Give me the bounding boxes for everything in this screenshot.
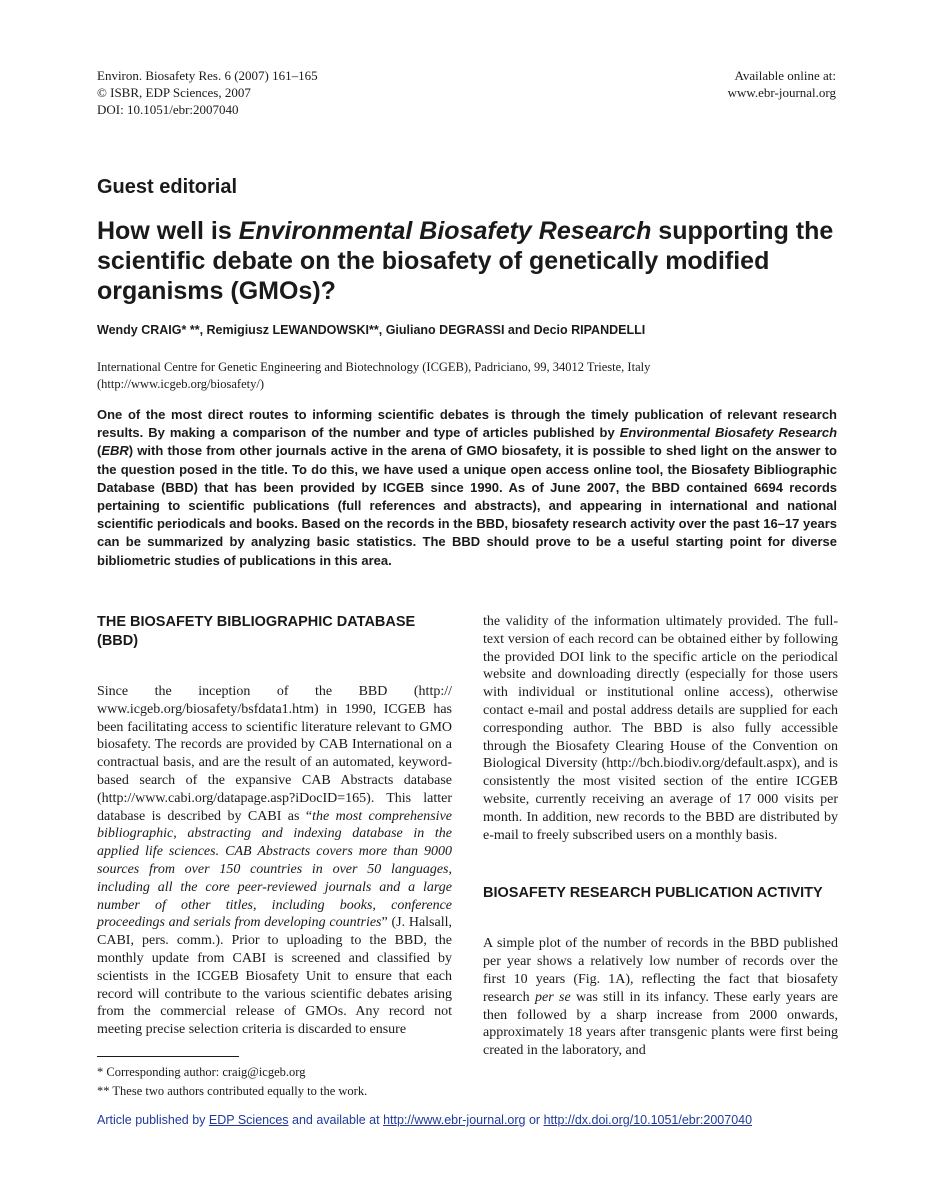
- bbd-continued-paragraph: the validity of the information ultimately provided. The full-text version of each record can be obtained either by following the provided DOI link to the specific article on the periodical website and downloading directly (especially for those users with individual or institutional online access), otherwise contact e-mail and postal address details are supplied for each corresponding author. The BBD is also fully accessible through the Biosafety Clearing House of the Convention on Biological Diversity (http://bch.biodiv.org/default.aspx), and is consistently the most visited section of the entire ICGEB website, currently receiving an average of 17 000 visits per month. In addition, new records to the BBD are distributed by e-mail to freely subscribed users on a monthly basis.: [483, 614, 838, 843]
- journal-url-link[interactable]: http://www.ebr-journal.org: [383, 1113, 526, 1127]
- title-part-2: supporting the scientific debate on the biosafety of genetically modified organisms (GMOs)?: [97, 217, 834, 305]
- available-online-label: Available online at:: [734, 68, 836, 83]
- abstract-text-1: One of the most direct routes to informing scientific debates is through the timely publication of relevant research results. By making a comparison of the number and type of articles published by: [97, 407, 837, 441]
- activity-paragraph: [483, 935, 838, 1060]
- left-column: [97, 613, 452, 1039]
- section-label: Guest editorial: [97, 176, 238, 198]
- footer-text-1: Article published by: [97, 1113, 209, 1127]
- edp-sciences-link[interactable]: EDP Sciences: [208, 1113, 289, 1127]
- abstract-ebr-abbrev: EBR: [101, 443, 129, 459]
- journal-citation: Environ. Biosafety Res. 6 (2007) 161–165: [97, 68, 318, 83]
- right-column: [483, 613, 838, 1060]
- article-title: [97, 216, 837, 306]
- bbd-text-1: Since the inception of the BBD (http:// www.icgeb.org/biosafety/bsfdata1.htm) in 1990, ICGEB has been facilitating access to scientific literature relevant to GMO biosafety. The records are provided by CAB International on a contractual basis, and are the result of an automated, keyword-based search of the expansive CAB Abstracts database (http://www.cabi.org/datapage.asp?iDocID=165). This latter database is described by CABI as “: [97, 684, 452, 824]
- author-list: Wendy CRAIG* **, Remigiusz LEWANDOWSKI**, Giuliano DEGRASSI and Decio RIPANDELLI: [97, 323, 646, 337]
- abstract-text-2: (: [97, 443, 102, 459]
- affiliation-url[interactable]: (http://www.icgeb.org/biosafety/): [97, 377, 264, 391]
- footnote-corresponding: * Corresponding author: craig@icgeb.org: [97, 1065, 306, 1079]
- doi-url-link[interactable]: http://dx.doi.org/10.1051/ebr:2007040: [543, 1113, 753, 1127]
- footer-text-3: or: [525, 1113, 544, 1127]
- copyright-line: © ISBR, EDP Sciences, 2007: [97, 85, 251, 100]
- footnote-divider: [97, 1056, 239, 1057]
- publication-footer: [97, 1113, 752, 1127]
- title-journal-name: Environmental Biosafety Research: [238, 217, 652, 245]
- affiliation-address: International Centre for Genetic Engineering and Biotechnology (ICGEB), Padriciano, 99, 34012 Trieste, Italy: [97, 360, 651, 374]
- section-heading-activity: BIOSAFETY RESEARCH PUBLICATION ACTIVITY: [483, 885, 823, 902]
- abstract-text-3: ) with those from other journals active in the arena of GMO biosafety, it is possible to shed light on the answer to the question posed in the title. To do this, we have used a unique open access online tool, the Biosafety Bibliographic Database (BBD) that has been provided by ICGEB since 1990. As of June 2007, the BBD contained 6694 records pertaining to scientific publications (full references and abstracts), and appearing in international and national scientific periodicals and books. Based on the records in the BBD, biosafety research activity over the past 16–17 years can be summarized by analyzing basic statistics. The BBD should prove to be a useful starting point for diverse bibliometric studies of publications in this area.: [97, 443, 837, 568]
- doi-line: DOI: 10.1051/ebr:2007040: [97, 102, 239, 117]
- activity-text-2: was still in its infancy. These early years are then followed by a sharp increase from 2000 onwards, approximately 18 years after transgenic plants were first being created in the laboratory, and: [483, 989, 838, 1059]
- per-se-italic: per se: [534, 989, 571, 1005]
- abstract-journal-name: Environmental Biosafety Research: [619, 425, 838, 441]
- journal-header: [97, 67, 318, 118]
- section-heading-bbd: THE BIOSAFETY BIBLIOGRAPHIC DATABASE (BBD): [97, 614, 416, 649]
- footnote-equal-contribution: ** These two authors contributed equally to the work.: [97, 1084, 368, 1098]
- title-part-1: How well is: [97, 217, 239, 245]
- footnotes: [97, 1063, 367, 1101]
- affiliation: [97, 359, 837, 393]
- journal-website[interactable]: www.ebr-journal.org: [727, 85, 836, 100]
- footer-text-2: and available at: [288, 1113, 384, 1127]
- abstract: [97, 406, 837, 570]
- cabi-quote: the most comprehensive bibliographic, abstracting and indexing database in the applied life sciences. CAB Abstracts covers more than 9000 sources from over 150 countries in over 50 languages, including all the core peer-reviewed journals and a large number of other titles, including books, conference proceedings and serials from developing countries: [97, 808, 452, 931]
- bbd-text-2: ” (J. Halsall, CABI, pers. comm.). Prior to uploading to the BBD, the monthly update from CABI is screened and classified by scientists in the ICGEB Biosafety Unit to ensure that each record will contribute to the various scientific debates arising from the commercial release of GMOs. Any record not meeting precise selection criteria is discarded to ensure: [97, 915, 452, 1038]
- bbd-paragraph: [97, 683, 452, 1039]
- availability-note: [728, 67, 836, 101]
- activity-text-1: A simple plot of the number of records in the BBD published per year shows a relatively low number of records over the first 10 years (Fig. 1A), reflecting the fact that biosafety research: [483, 936, 838, 1005]
